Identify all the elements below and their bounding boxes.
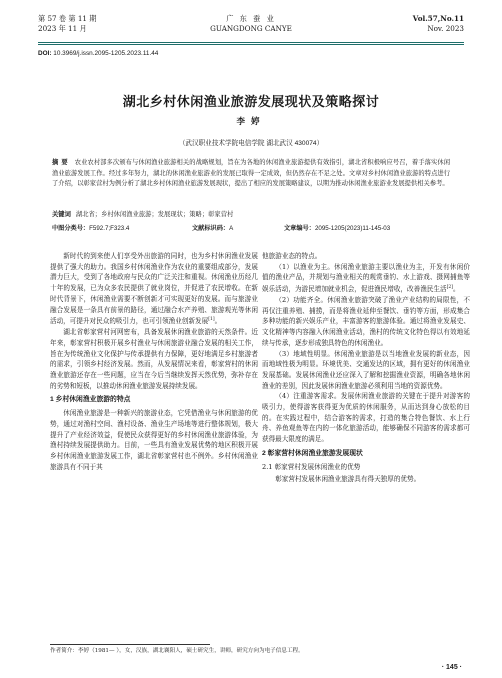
header-journal-en: GUANGDONG CANYE [210, 24, 292, 33]
running-header [38, 14, 464, 42]
header-rule-thin [38, 44, 464, 45]
body-column-right [262, 251, 470, 484]
clc-value: F592.7;F323.4 [89, 225, 130, 232]
header-journal-cn: 广 东 蚕 业 [226, 14, 276, 23]
document-code-value: A [229, 225, 234, 232]
paragraph: 休闲渔业旅游是一种新兴的旅游业态，它凭借渔业与休闲旅游的优势，通过对渔村空间、渔村设备、渔业生产场地等进行整体规划，极大提升了产业经济效益，促使民众获得更好的乡村休闲渔业旅游体验，为渔村持续发展提供助力。目前，一些具有渔业发展优势的地区积极开展乡村休闲渔业旅游发展工作，湖北省彰家营村也不例外。乡村休闲渔业旅游具有不同于其 [50, 409, 258, 471]
paragraph: （3）地域性明显。休闲渔业旅游是以当地渔业发展的新业态，因而地域性极为明显。环境优美、交通发达的区域，拥有更好的休闲渔业发展基础。发展休闲渔业还应深入了解和挖掘渔业资源，明确各地休闲渔业的差别，因此发展休闲渔业旅游必须利用当地的资源优势。 [262, 349, 470, 390]
paragraph [50, 251, 258, 327]
footnote-rule [50, 644, 210, 645]
paragraph: 彰家营村发展休闲渔业旅游具有得天独厚的优势。 [275, 474, 421, 483]
paragraph [262, 262, 470, 295]
article-title: 湖北乡村休闲渔业旅游发展现状及策略探讨 [122, 94, 380, 109]
subsection-heading: 2.1 彰家营村发展休闲渔业的优势 [262, 462, 361, 471]
paragraph-end: 。 [214, 317, 222, 326]
paragraph-text: （1）以渔业为主。休闲渔业旅游主要以渔业为主，开发有休闲价值的渔业产品，并规划与渔业相关的观赏垂钓、水上游戏、摄网捕鱼等娱乐活动，为游民增加就业机会，促进渔民增收，改善渔民生活 [262, 262, 470, 294]
author-footnote: 作者简介：李婷（1981— ），女，汉族，湖北襄阳人，硕士研究生，讲师，研究方向为电子信息工程。 [50, 648, 304, 654]
citation: [1] [208, 317, 215, 323]
clc-label: 中图分类号： [52, 225, 90, 232]
paragraph-end: 。 [453, 285, 460, 294]
paragraph: 湖北省彰家营村河网密布，具备发展休闲渔业旅游的天然条件。近年来，彰家营村积极开展乡村渔业与休闲旅游业融合发展的相关工作，旨在为传统渔业文化保护与传承提供有力保障，更好地满足乡村旅游者的需求，引领乡村经济发展。然而，从发展情况来看，彰家营村的休闲渔业旅游还存在一些问题，应当在今后当继续发挥天然优势，弥补存在的劣势和短板，以推动休闲渔业旅游发展持续发展。 [50, 328, 258, 390]
header-rule [38, 42, 464, 43]
header-date: 2023 年 11 月 [38, 24, 87, 33]
abstract-text: 农业农村部多次颁布与休闲渔业旅游相关的战略规划，旨在为各地的休闲渔业旅游提供有效指引，湖北省积极响应号召，着手落实休闲渔业旅游发展工作。经过多年努力，湖北的休闲渔业旅游业的发展已取得一定成效，但仍然存在不足之处。文章对乡村休闲渔业旅游的特点进行了介绍，以彰家营村为例分析了湖北乡村休闲渔业旅游发展现状，提出了相应的发展策略建议，以期为推动休闲渔业旅游业发展提供相关参考。 [52, 159, 451, 187]
article-id-label: 文章编号： [284, 225, 315, 232]
body-column-left [50, 251, 258, 473]
header-vol-en: Vol.57,No.11 [412, 14, 464, 23]
keywords-text: 湖北省；乡村休闲渔业旅游；发展现状；策略；彰家营村 [75, 211, 234, 218]
paragraph: 他旅游业态的特点。 [262, 252, 322, 260]
abstract [52, 158, 450, 190]
page-number: · 145 · [441, 664, 462, 671]
document-code [192, 224, 233, 234]
paragraph: （2）功能齐全。休闲渔业旅游突破了渔业产业结构的局限性，不再仅注重养殖、捕捞，而是将渔业延伸至餐饮、垂钓等方面，形成集合多种功能的新兴娱乐产业，丰富游客的旅游体验。通过将渔业发展史、文化精神等内容融入休闲渔业活动，渔村的传统文化特色得以有效地延续与传承，逐步形成独具特色的休闲渔业。 [262, 296, 470, 347]
paragraph-text: 新时代的到来使人们享受外出旅游的同时，也为乡村休闲渔业发展提供了强大的助力。我国乡村休闲渔业作为农业的重要组成部分，发展潜力巨大，受到了各地政府与民众的广泛关注和重视。休闲渔业历经几十年的发展，已为众多农民提供了就业岗位，并促进了农民增收。在新时代背景下，休闲渔业需要不断创新才可实现更好的发展。而与旅游业融合发展是一条具有前景的路径，通过融合水产养殖、旅游观光等休闲活动，可提升对民众的吸引力，也可引领渔业创新发展 [50, 252, 258, 326]
article-id-value: 2095-1205(2023)11-145-03 [314, 225, 391, 232]
abstract-label: 摘要 [52, 159, 71, 166]
document-code-label: 文献标识码： [192, 225, 230, 232]
article-id [284, 224, 390, 234]
clc-number [52, 224, 129, 234]
keywords-label: 关键词 [52, 211, 71, 218]
header-volume: 第 57 卷 第 11 期 [38, 14, 97, 23]
keywords [52, 210, 450, 220]
header-right [413, 14, 464, 34]
article-author: 李婷 [236, 116, 266, 126]
author-affiliation: （武汉职业技术学院电信学院 湖北武汉 430074） [178, 140, 324, 147]
doi-value: 10.3969/j.issn.2095-1205.2023.11.44 [53, 50, 159, 57]
header-center [38, 14, 464, 34]
paragraph: （4）注重游客需求。发展休闲渔业旅游的关键在于提升对游客的吸引力，使得游客获得更为优质的休闲服务，从而达到身心放松的目的。在实践过程中，结合游客的需求，打造的集合特色餐饮、水上行舟、养鱼观鱼等在内的一体化旅游活动，能够确保不同游客的需求都可获得最大限度的满足。 [262, 392, 470, 444]
citation: [2] [446, 285, 453, 291]
section-heading: 1 乡村休闲渔业旅游的特点 [50, 396, 131, 404]
doi-label: DOI: [38, 50, 52, 57]
doi-line [38, 50, 158, 57]
section-heading: 2 彰家营村休闲渔业旅游发展现状 [262, 449, 363, 457]
header-month-en: Nov. 2023 [427, 24, 464, 33]
